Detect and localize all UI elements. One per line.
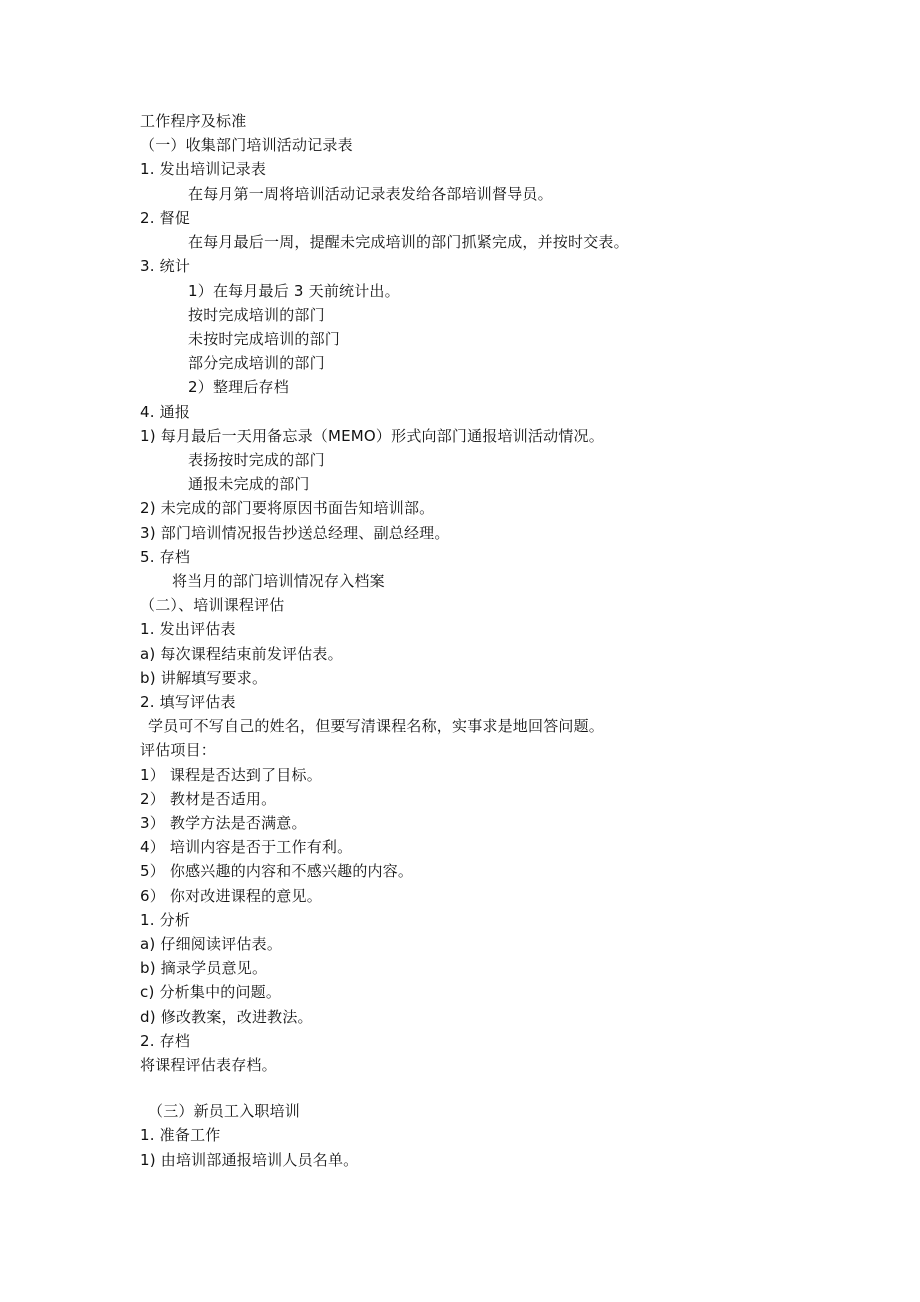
list-item: 未按时完成培训的部门 bbox=[188, 330, 341, 348]
step-heading: 1. 准备工作 bbox=[140, 1126, 221, 1144]
list-item: 4） 培训内容是否于工作有利。 bbox=[140, 838, 353, 856]
list-item: 1) 由培训部通报培训人员名单。 bbox=[140, 1151, 359, 1169]
list-item: d) 修改教案，改进教法。 bbox=[140, 1008, 313, 1026]
step-heading: 3. 统计 bbox=[140, 257, 191, 275]
list-item: 通报未完成的部门 bbox=[188, 475, 310, 493]
list-item: 表扬按时完成的部门 bbox=[188, 451, 325, 469]
list-item: 部分完成培训的部门 bbox=[188, 354, 325, 372]
list-item: a) 每次课程结束前发评估表。 bbox=[140, 645, 343, 663]
list-item: 1）在每月最后 3 天前统计出。 bbox=[188, 282, 400, 300]
step-heading: 4. 通报 bbox=[140, 403, 191, 421]
list-item: 1） 课程是否达到了目标。 bbox=[140, 766, 322, 784]
paragraph: 学员可不写自己的姓名，但要写清课程名称，实事求是地回答问题。 bbox=[148, 717, 605, 735]
list-item: c) 分析集中的问题。 bbox=[140, 983, 282, 1001]
list-item: 2）整理后存档 bbox=[188, 378, 289, 396]
label: 评估项目： bbox=[140, 741, 217, 759]
paragraph: 将当月的部门培训情况存入档案 bbox=[172, 572, 385, 590]
paragraph: 在每月最后一周，提醒未完成培训的部门抓紧完成，并按时交表。 bbox=[188, 233, 629, 251]
doc-title: 工作程序及标准 bbox=[140, 112, 247, 130]
step-heading: 2. 督促 bbox=[140, 209, 191, 227]
list-item: 3） 教学方法是否满意。 bbox=[140, 814, 307, 832]
step-heading: 2. 填写评估表 bbox=[140, 693, 236, 711]
step-heading: 5. 存档 bbox=[140, 548, 191, 566]
list-item: 3) 部门培训情况报告抄送总经理、副总经理。 bbox=[140, 524, 450, 542]
list-item: 5） 你感兴趣的内容和不感兴趣的内容。 bbox=[140, 862, 414, 880]
section-heading: （三）新员工入职培训 bbox=[148, 1102, 301, 1120]
list-item: 2） 教材是否适用。 bbox=[140, 790, 277, 808]
paragraph: 在每月第一周将培训活动记录表发给各部培训督导员。 bbox=[188, 185, 553, 203]
step-heading: 1. 发出培训记录表 bbox=[140, 160, 267, 178]
list-item: a) 仔细阅读评估表。 bbox=[140, 935, 283, 953]
list-item: 按时完成培训的部门 bbox=[188, 306, 325, 324]
list-item: 1) 每月最后一天用备忘录（MEMO）形式向部门通报培训活动情况。 bbox=[140, 427, 604, 445]
list-item: b) 讲解填写要求。 bbox=[140, 669, 268, 687]
paragraph: 将课程评估表存档。 bbox=[140, 1056, 277, 1074]
list-item: 6） 你对改进课程的意见。 bbox=[140, 887, 322, 905]
list-item: 2) 未完成的部门要将原因书面告知培训部。 bbox=[140, 499, 435, 517]
section-heading: （一）收集部门培训活动记录表 bbox=[140, 136, 353, 154]
step-heading: 1. 发出评估表 bbox=[140, 620, 236, 638]
step-heading: 2. 存档 bbox=[140, 1032, 191, 1050]
step-heading: 1. 分析 bbox=[140, 911, 191, 929]
list-item: b) 摘录学员意见。 bbox=[140, 959, 268, 977]
section-heading: （二）、培训课程评估 bbox=[140, 596, 285, 614]
